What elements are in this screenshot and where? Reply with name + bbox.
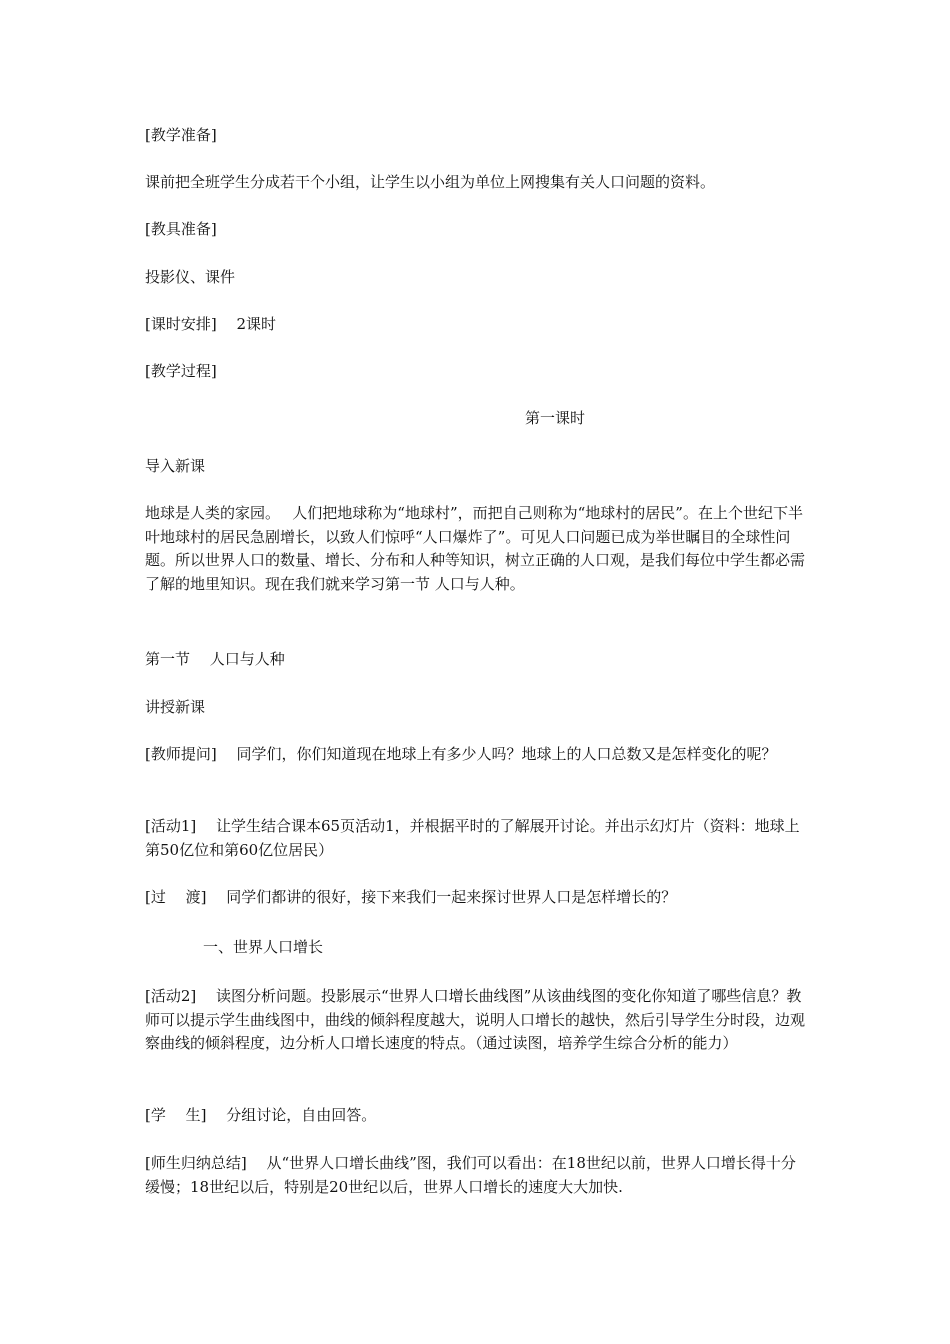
section-heading-new-lesson: 讲授新课: [145, 698, 206, 716]
subsection-heading-population-growth: 一、世界人口增长: [203, 938, 324, 956]
paragraph-transition: [过 渡] 同学们都讲的很好，接下来我们一起来探讨世界人口是怎样增长的？: [145, 888, 677, 906]
paragraph-activity-1: [活动1] 让学生结合课本65页活动1，并根据平时的了解展开讨论。并出示幻灯片（资料：地球上第50亿位和第60亿位居民）: [145, 817, 800, 859]
paragraph-activity-2: [活动2] 读图分析问题。投影展示“世界人口增长曲线图”从该曲线图的变化你知道了哪些信息？教师可以提示学生曲线图中，曲线的倾斜程度越大，说明人口增长的越快，然后引导学生分时段，边观察曲线的倾斜程度，边分析人口增长速度的特点。（通过读图，培养学生综合分析的能力）: [145, 987, 806, 1052]
paragraph-tools-content: 投影仪、课件: [145, 268, 236, 286]
paragraph-teacher-question: [教师提问] 同学们，你们知道现在地球上有多少人吗？地球上的人口总数又是怎样变化的呢？: [145, 745, 777, 763]
section-heading-introduction: 导入新课: [145, 457, 206, 475]
paragraph-students: [学 生] 分组讨论，自由回答。: [145, 1106, 377, 1124]
lesson-title: 第一课时: [524, 409, 585, 427]
section-heading-teaching-tools: [教具准备]: [145, 220, 217, 238]
section-heading-teaching-process: [教学过程]: [145, 362, 217, 380]
section-heading-teaching-preparation: [教学准备]: [145, 126, 217, 144]
section-title: 第一节 人口与人种: [145, 650, 285, 668]
paragraph-preparation-content: 课前把全班学生分成若干个小组，让学生以小组为单位上网搜集有关人口问题的资料。: [145, 173, 716, 191]
paragraph-introduction: 地球是人类的家园。 人们把地球称为“地球村”，而把自己则称为“地球村的居民”。在上个世纪下半叶地球村的居民急剧增长，以致人们惊呼“人口爆炸了”。可见人口问题已成为举世瞩目的全球性问题。所以世界人口的数量、增长、分布和人种等知识，树立正确的人口观，是我们每位中学生都必需了解的地里知识。现在我们就来学习第一节 人口与人种。: [145, 504, 806, 593]
section-heading-class-schedule: [课时安排] 2课时: [145, 315, 277, 333]
paragraph-summary: [师生归纳总结] 从“世界人口增长曲线”图，我们可以看出：在18世纪以前，世界人口增长得十分缓慢；18世纪以后，特别是20世纪以后，世界人口增长的速度大大加快.: [145, 1154, 796, 1196]
